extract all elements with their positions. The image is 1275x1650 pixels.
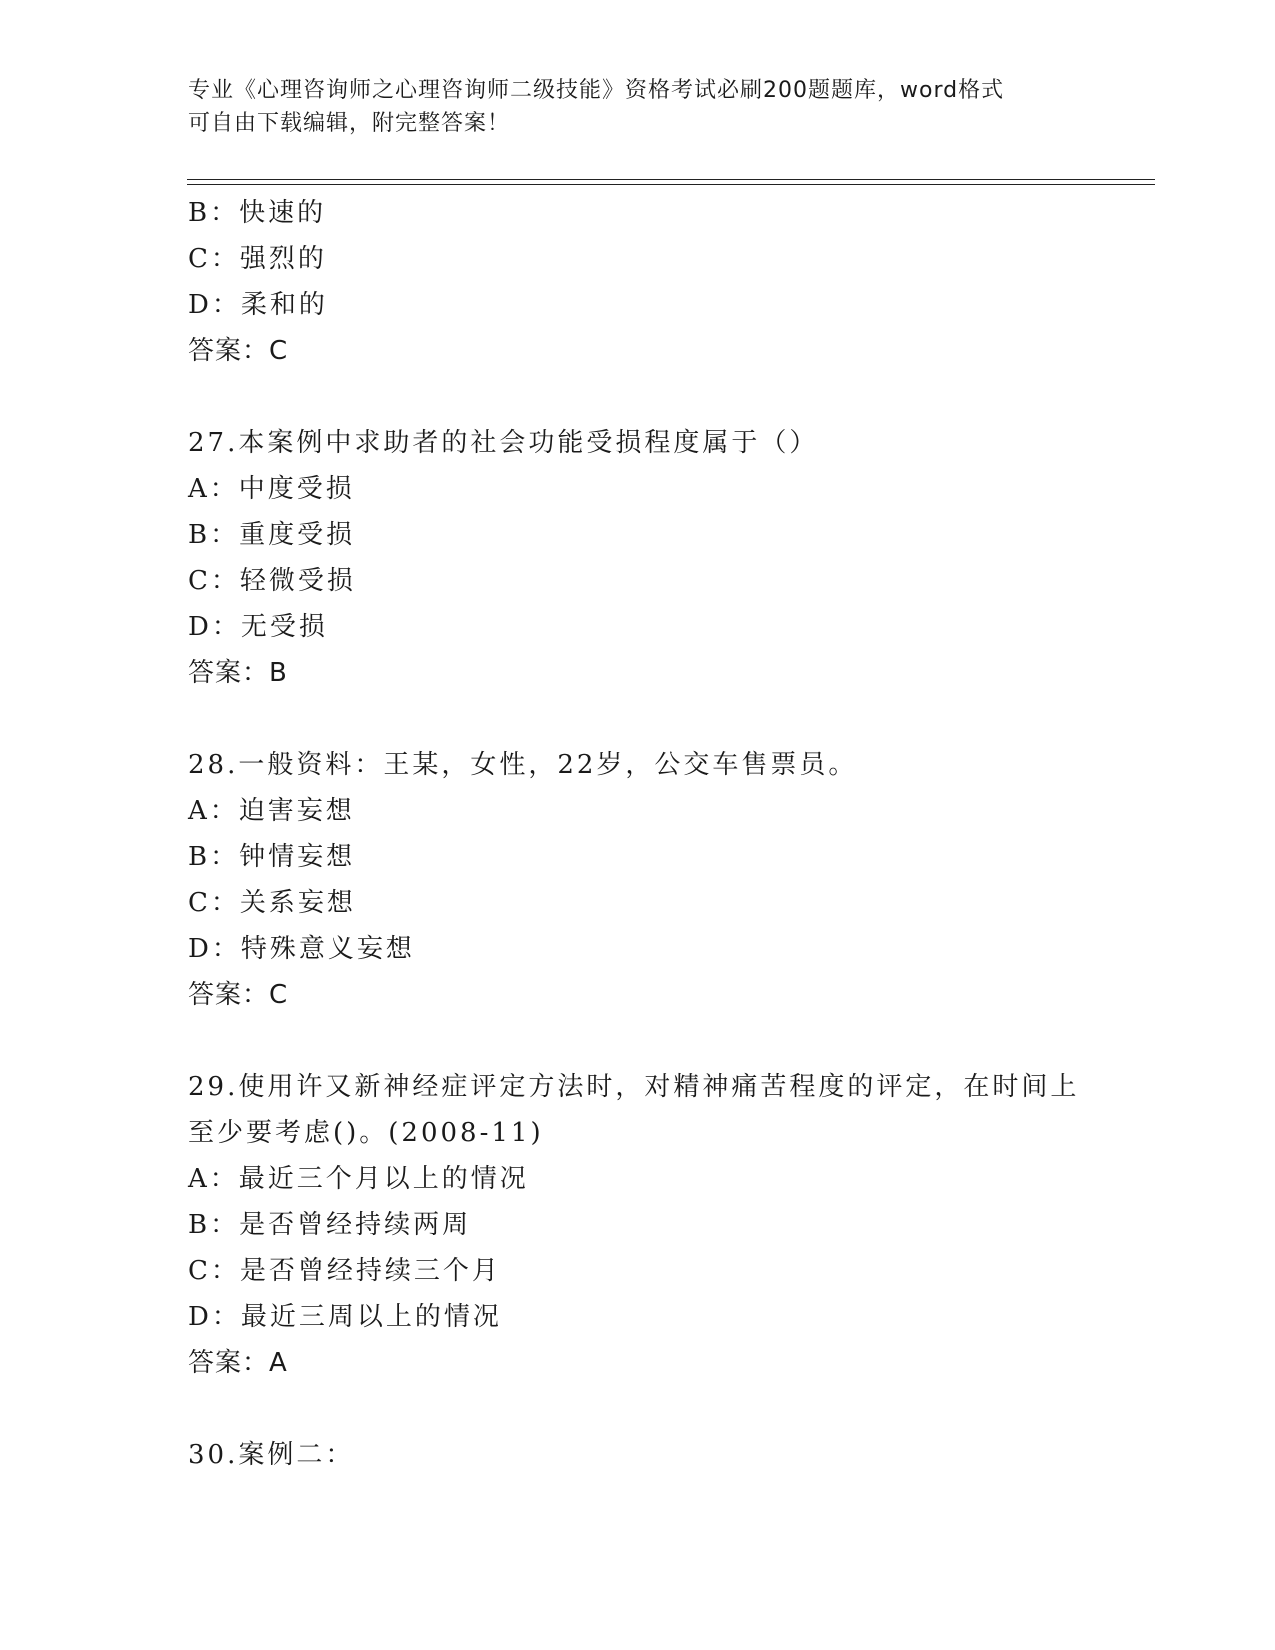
document-header [188,74,1088,140]
answer: 答案：B [188,658,288,688]
question-stem: 30.案例二： [188,1440,355,1470]
option-b: B：钟情妄想 [188,842,356,872]
option-d: D：特殊意义妄想 [188,934,415,964]
question-list [188,190,1088,1478]
question-stem-line-1: 29.使用许又新神经症评定方法时，对精神痛苦程度的评定，在时间上 [188,1072,1080,1102]
question-stem: 28.一般资料：王某，女性，22岁，公交车售票员。 [188,750,858,780]
option-c: C：关系妄想 [188,888,356,918]
option-d: D：最近三周以上的情况 [188,1302,502,1332]
option-a: A：最近三个月以上的情况 [188,1164,529,1194]
option-b: B：快速的 [188,198,327,228]
question-27 [188,420,1088,696]
question-30 [188,1432,1088,1478]
option-d: D：柔和的 [188,290,328,320]
question-29 [188,1064,1088,1386]
spacer [188,696,1088,742]
header-title-line-2: 可自由下载编辑，附完整答案！ [188,111,511,136]
option-c: C：强烈的 [188,244,327,274]
option-c: C：轻微受损 [188,566,356,596]
question-28 [188,742,1088,1018]
spacer [188,374,1088,420]
answer: 答案：C [188,980,289,1010]
header-title-line-1: 专业《心理咨询师之心理咨询师二级技能》资格考试必刷200题题库，word格式 [188,78,1005,103]
spacer [188,1018,1088,1064]
option-d: D：无受损 [188,612,328,642]
answer: 答案：A [188,1348,288,1378]
question-stem-line-2: 至少要考虑()。(2008-11) [188,1118,544,1148]
option-a: A：中度受损 [188,474,355,504]
answer: 答案：C [188,336,289,366]
question-26-continued [188,190,1088,374]
option-b: B：是否曾经持续两周 [188,1210,472,1240]
question-stem: 27.本案例中求助者的社会功能受损程度属于（） [188,428,819,458]
spacer [188,1386,1088,1432]
header-divider [187,179,1155,185]
option-c: C：是否曾经持续三个月 [188,1256,501,1286]
option-b: B：重度受损 [188,520,356,550]
option-a: A：迫害妄想 [188,796,355,826]
